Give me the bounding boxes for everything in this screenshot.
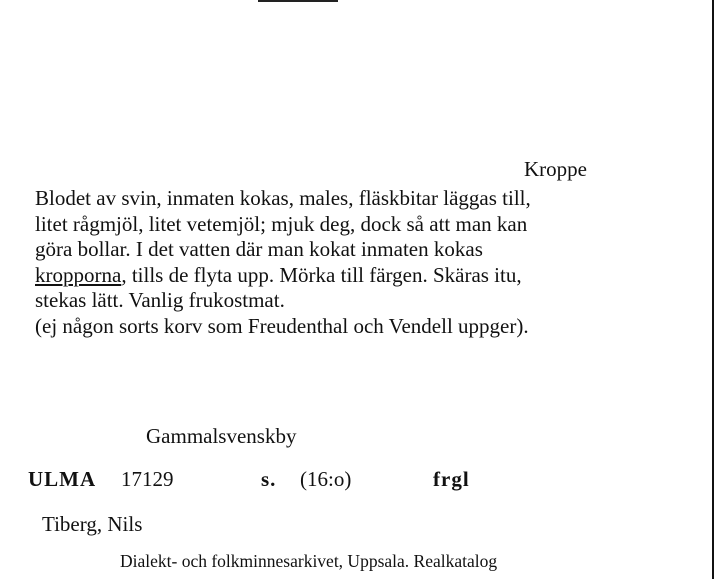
archive-number: 17129 — [121, 467, 174, 491]
card-right-edge — [712, 0, 714, 579]
entry-line: (ej någon sorts korv som Freudenthal och Vendell uppger). — [35, 313, 529, 338]
entry-line: litet rågmjöl, litet vetemjöl; mjuk deg, dock så att man kan — [35, 211, 528, 236]
entry-line-rest: , tills de flyta upp. Mörka till färgen. Skäras itu, — [121, 262, 522, 287]
page-reference: (16:o) — [300, 467, 352, 491]
place-name: Gammalsvenskby — [146, 424, 297, 448]
underlined-term: kropporna — [35, 262, 122, 287]
entry-text — [35, 186, 705, 339]
top-edge-rule — [258, 0, 338, 2]
page-marker: s. — [261, 467, 277, 491]
collector-name: Tiberg, Nils — [42, 512, 143, 536]
entry-line: stekas lätt. Vanlig frukostmat. — [35, 288, 285, 312]
entry-line: Blodet av svin, inmaten kokas, males, fläskbitar läggas till, — [35, 186, 531, 210]
archive-footer: Dialekt- och folkminnesarkivet, Uppsala. Realkatalog — [120, 551, 498, 571]
entry-line — [35, 263, 705, 289]
archive-code: ULMA — [28, 467, 97, 491]
entry-line: göra bollar. I det vatten där man kokat inmaten kokas — [35, 237, 483, 261]
category-code: frgl — [433, 467, 470, 491]
headword: Kroppe — [524, 157, 587, 181]
